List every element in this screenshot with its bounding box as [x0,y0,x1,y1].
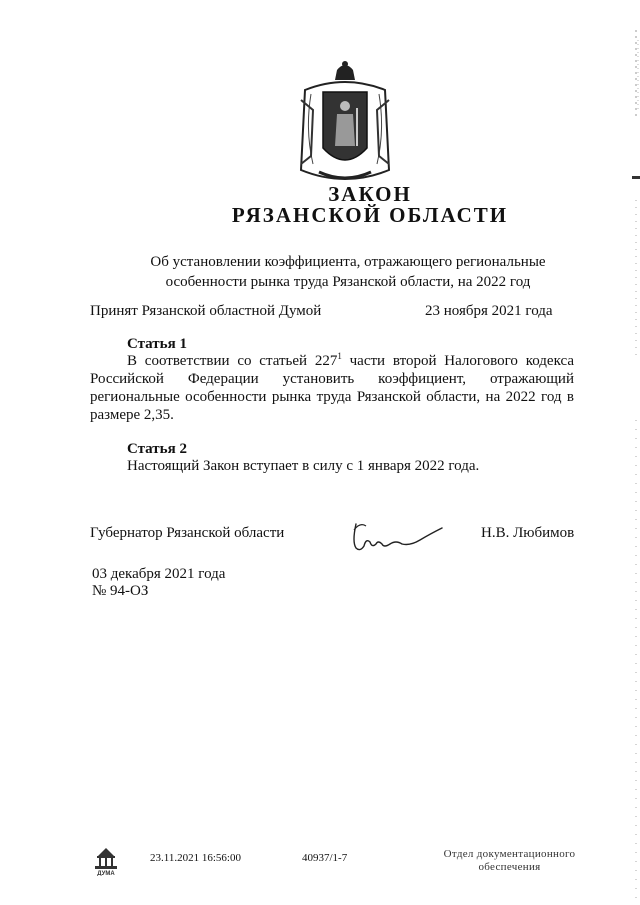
subject-line-1: Об установлении коэффициента, отражающего региональные [150,254,546,270]
footer-timestamp: 23.11.2021 16:56:00 [150,852,241,864]
adoption-statement: Принят Рязанской областной Думой [90,303,322,319]
law-subject [90,252,606,292]
duma-logo-text: ДУМА [97,871,115,876]
stamp-line-1: Отдел документационного [443,848,576,860]
article-2-body: Настоящий Закон вступает в силу с 1 января 2022 года. [127,458,480,474]
subject-line-2: особенности рынка труда Рязанской области, на 2022 год [165,274,531,290]
handwritten-signature [350,520,445,556]
scan-edge-marks [628,0,640,905]
article-2-heading: Статья 2 [127,441,187,457]
law-region-heading: РЯЗАНСКОЙ ОБЛАСТИ [231,203,509,227]
article-superscript: 1 [337,351,342,361]
coat-of-arms-emblem [297,60,393,188]
article-1-heading: Статья 1 [127,336,187,352]
department-stamp [432,848,587,874]
stamp-line-2: обеспечения [478,861,541,873]
article-1-text-start: В соответствии со статьей 227 [127,353,338,369]
adoption-date: 23 ноября 2021 года [425,303,553,319]
article-1-text-end: части второй Налогового кодекса Российской Федерации установить коэффициент, отражающий региональные особенности рынка труда Рязанской области, на 2022 год в размере 2,35. [90,353,574,423]
law-number: № 94-ОЗ [92,583,149,599]
law-type-heading: ЗАКОН [328,182,412,206]
governor-title: Губернатор Рязанской области [90,525,285,541]
signing-date: 03 декабря 2021 года [92,566,226,582]
governor-name: Н.В. Любимов [481,525,575,541]
footer-registration-number: 40937/1-7 [302,852,348,864]
duma-building-logo [92,846,120,876]
article-1-body [90,352,574,424]
